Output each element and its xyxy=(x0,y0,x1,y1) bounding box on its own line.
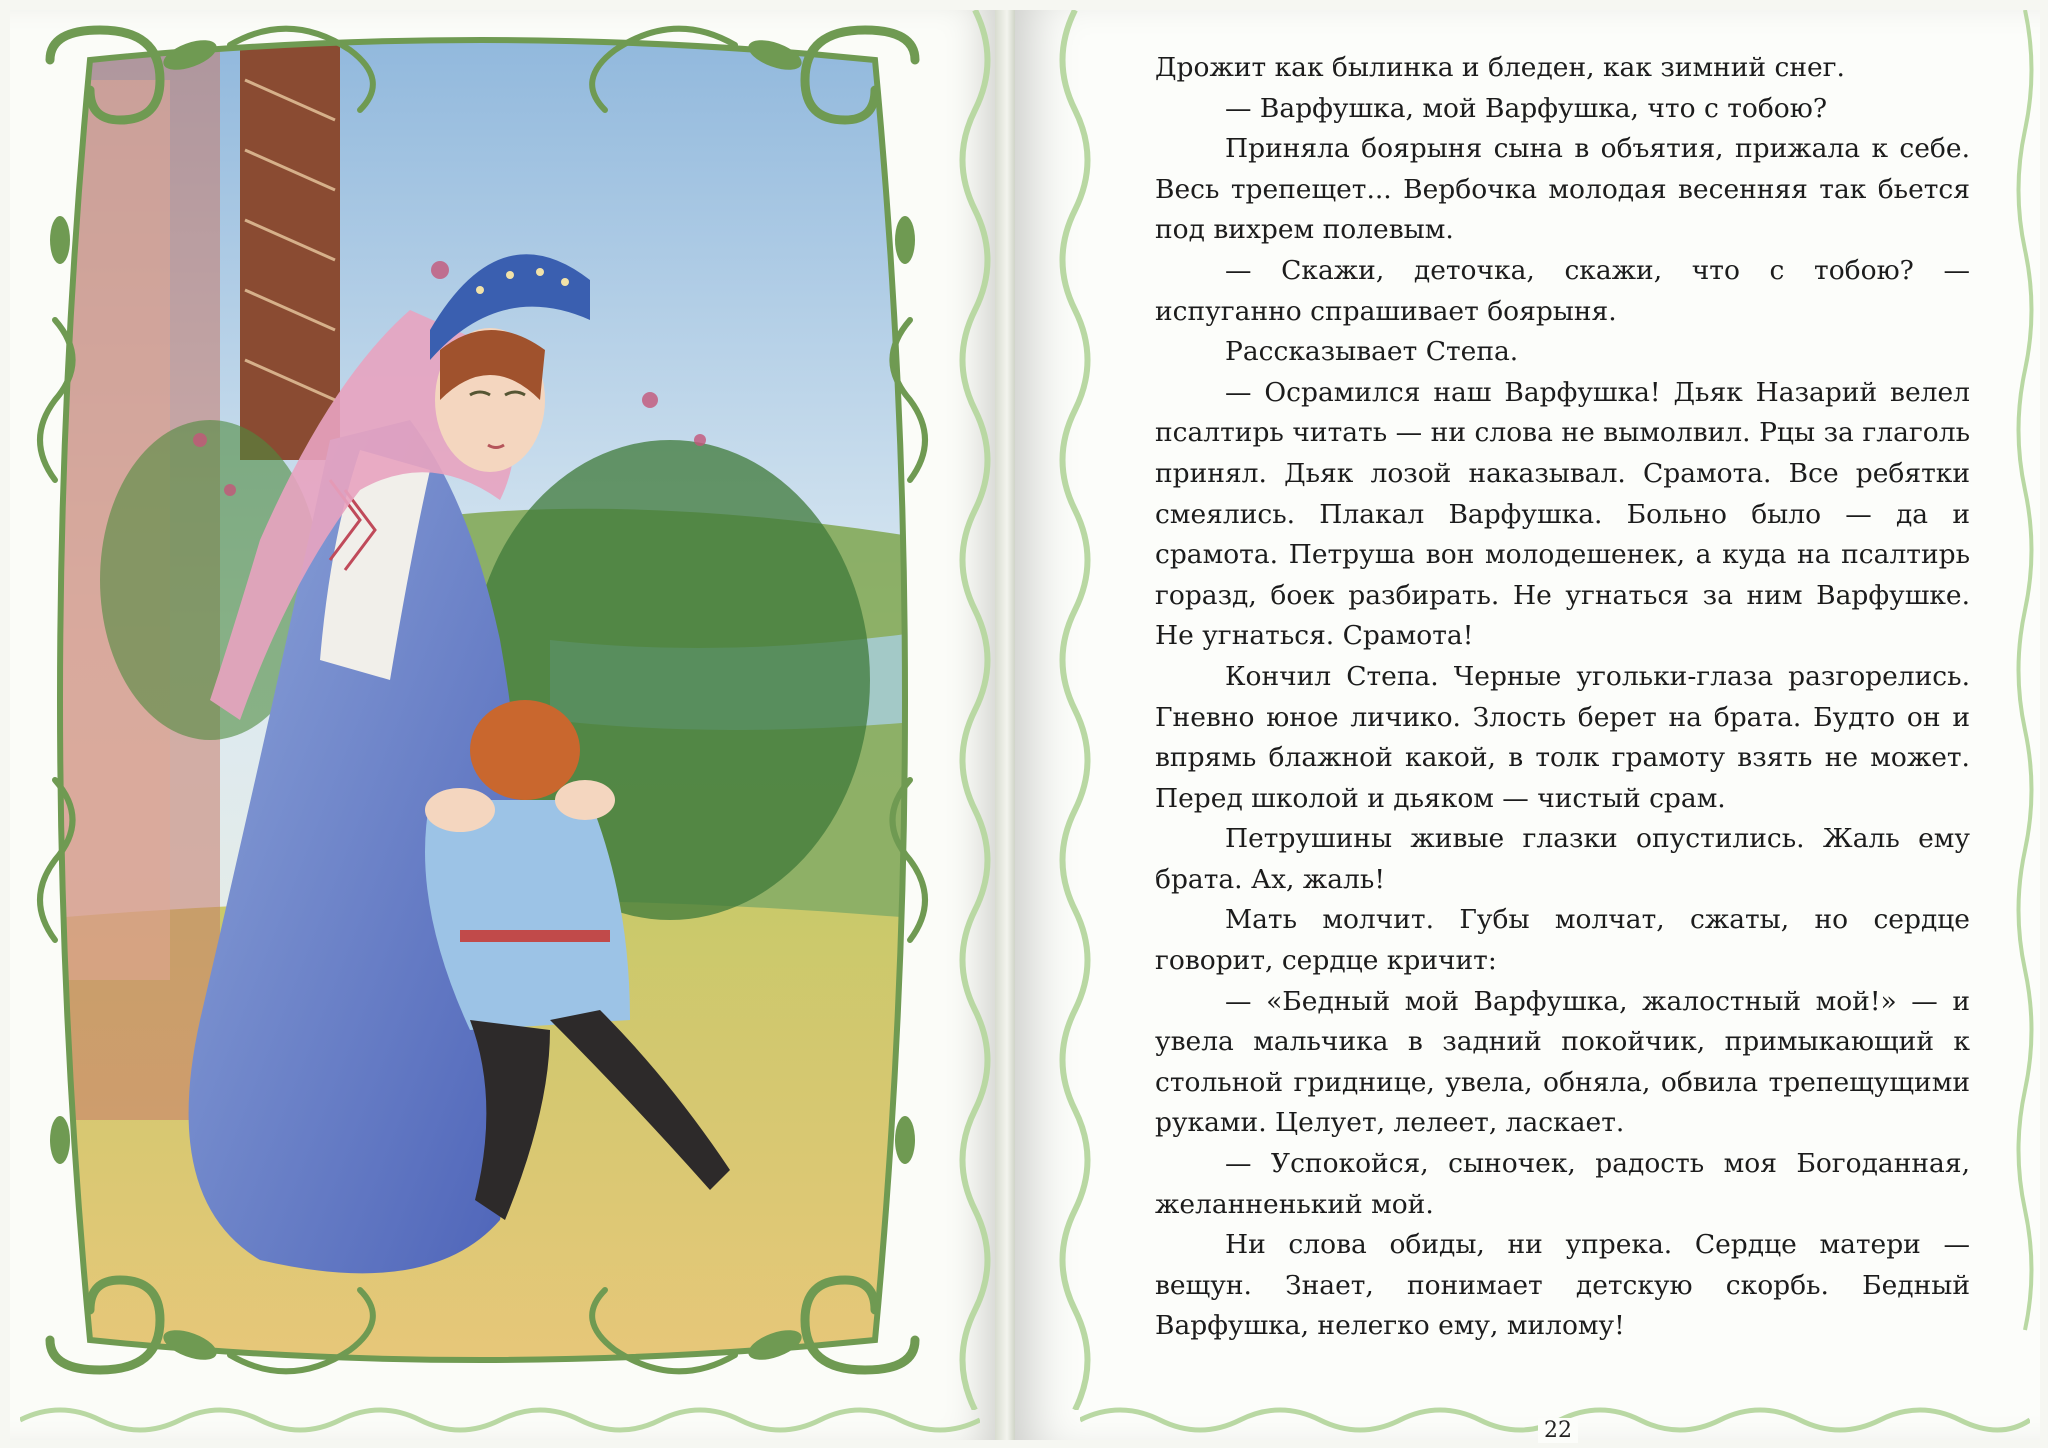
ornamental-vine-left xyxy=(945,10,1005,1410)
paragraph: — Скажи, деточка, скажи, что с тобою? — испуганно спрашивает боярыня. xyxy=(1155,254,1970,327)
paragraph: — Успокойся, сыночек, радость моя Богоданная, желанненький мой. xyxy=(1155,1148,1970,1220)
paragraph: Петрушины живые глазки опустились. Жаль ему брата. Ах, жаль! xyxy=(1155,823,1970,895)
paragraph: Мать молчит. Губы молчат, сжаты, но сердце говорит, сердце кричит: xyxy=(1155,904,1970,977)
ornamental-border-bottom-left xyxy=(20,1400,980,1440)
ornamental-vine-right xyxy=(1045,10,1105,1410)
paragraph: Ни слова обиды, ни упрека. Сердце матери — вещун. Знает, понимает детскую скорбь. Бедный Варфушка, нелегко ему, милому! xyxy=(1155,1229,1970,1342)
paragraph: Приняла боярыня сына в объятия, прижала к себе. Весь трепещет... Вербочка молодая весенняя так бьется под вихрем полевым. xyxy=(1155,133,1970,246)
paragraph: — Осрамился наш Варфушка! Дьяк Назарий велел псалтирь читать — ни слова не вымолвил. Рцы за глаголь принял. Дьяк лозой наказывал. Срамота. Все ребятки смеялись. Плакал Варфушка. Больно было — да и срамота. Петруша вон молодешенек, а куда на псалтирь горазд, боек разбирать. Не угнаться за ним Варфушке. Не угнаться. Срамота! xyxy=(1155,376,1970,652)
paragraph: Дрожит как былинка и бледен, как зимний снег. xyxy=(1155,52,1845,83)
ornamental-vine-edge xyxy=(2010,10,2040,1410)
page-number: 22 xyxy=(1538,1418,1578,1443)
paragraph: — «Бедный мой Варфушка, жалостный мой!» — и увела мальчика в задний покойчик, примыкающий к стольной гриднице, увела, обняла, обвила трепещущими руками. Целует, лелеет, ласкает. xyxy=(1155,985,1970,1139)
paragraph: Рассказывает Степа. xyxy=(1225,336,1519,368)
paragraph: — Варфушка, мой Варфушка, что с тобою? xyxy=(1225,92,1828,124)
story-text xyxy=(1155,48,1970,1347)
paragraph: Кончил Степа. Черные угольки-глаза разгорелись. Гневно юное личико. Злость берет на брата. Будто он и впрямь блажной какой, в толк грамоту взять не может. Перед школой и дьяком — чистый срам. xyxy=(1155,660,1970,814)
illustration-mother-and-son xyxy=(30,20,935,1380)
